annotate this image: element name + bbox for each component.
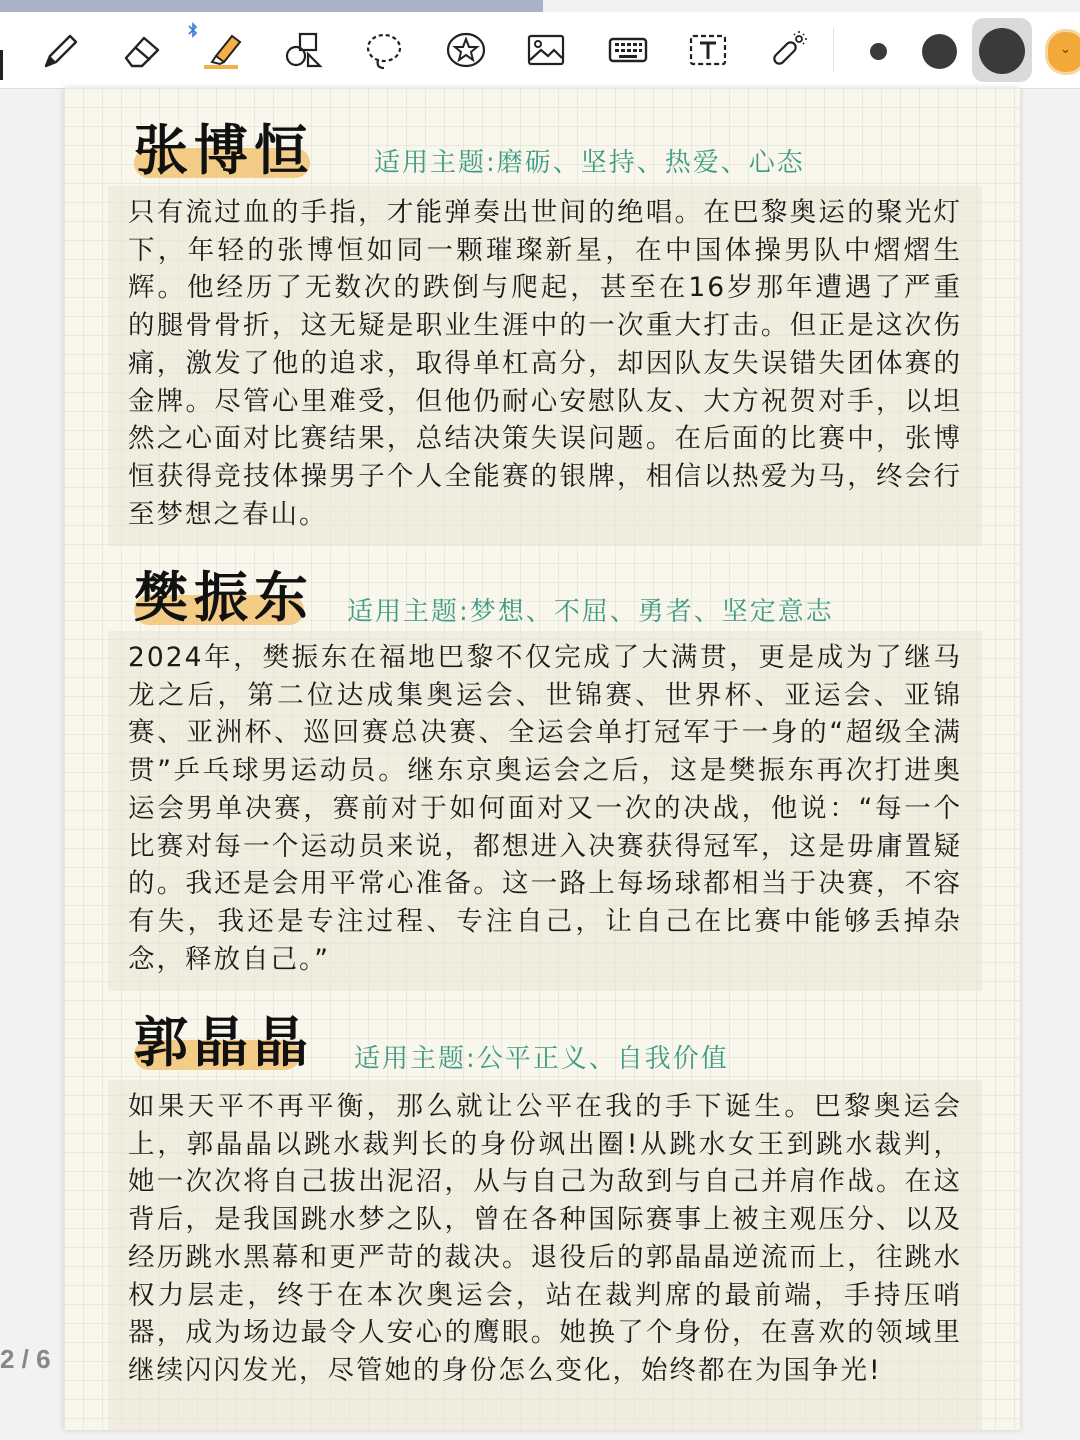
stroke-size-small[interactable]	[870, 43, 887, 60]
eraser-icon	[122, 30, 162, 70]
note-page[interactable]	[64, 88, 1020, 1430]
theme-label: 适用主题:公平正义、自我价值	[354, 1044, 729, 1074]
pen-icon	[40, 30, 80, 70]
name-heading-wrap	[134, 565, 314, 629]
toolbar-left-edge	[0, 50, 3, 80]
name-heading-wrap	[134, 118, 314, 182]
theme-label: 适用主题:磨砺、坚持、热爱、心态	[374, 148, 805, 178]
laser-pointer-icon	[768, 30, 808, 70]
sticker-tool-button[interactable]	[438, 24, 494, 76]
sticker-icon	[446, 30, 486, 70]
keyboard-icon	[608, 30, 648, 70]
paragraph-box	[108, 1080, 982, 1430]
pen-tool-button[interactable]	[32, 24, 88, 76]
eraser-tool-button[interactable]	[114, 24, 170, 76]
top-status-strip	[0, 0, 543, 12]
shapes-tool-button[interactable]	[276, 24, 332, 76]
text-box-tool-button[interactable]	[680, 24, 736, 76]
paragraph-text: 如果天平不再平衡，那么就让公平在我的手下诞生。巴黎奥运会上，郭晶晶以跳水裁判长的身份飒出圈!从跳水女王到跳水裁判，她一次次将自己拔出泥沼，从与自己为敌到与自己并肩作战。在这背后，是我国跳水梦之队，曾在各种国际赛事上被主观压分、以及经历跳水黑幕和更严苛的裁决。退役后的郭晶晶逆流而上，往跳水权力层走，终于在本次奥运会，站在裁判席的最前端，手持压哨器，成为场边最令人安心的鹰眼。她换了个身份，在喜欢的领域里继续闪闪发光，尽管她的身份怎么变化，始终都在为国争光!	[128, 1091, 962, 1386]
paragraph-box	[108, 631, 982, 991]
stroke-size-medium[interactable]	[922, 34, 957, 69]
person-name: 张博恒	[134, 118, 314, 182]
stroke-size-large-selected[interactable]	[972, 18, 1032, 82]
page-counter: 2 / 6	[0, 1344, 51, 1374]
toolbar	[0, 12, 1080, 89]
lasso-icon	[364, 30, 404, 70]
laser-pointer-tool-button[interactable]	[760, 24, 816, 76]
highlighter-tool-button[interactable]	[194, 24, 250, 76]
paragraph-text: 2024年，樊振东在福地巴黎不仅完成了大满贯，更是成为了继马龙之后，第二位达成集奥运会、世锦赛、世界杯、亚运会、亚锦赛、亚洲杯、巡回赛总决赛、全运会单打冠军于一身的“超级全满贯”乒乓球男运动员。继东京奥运会之后，这是樊振东再次打进奥运会男单决赛，赛前对于如何面对又一次的决战，他说：“每一个比赛对每一个运动员来说，都想进入决赛获得冠军，这是毋庸置疑的。我还是会用平常心准备。这一路上每场球都相当于决赛，不容有失，我还是专注过程、专注自己，让自己在比赛中能够丢掉杂念，释放自己。”	[128, 642, 962, 975]
text-box-icon	[688, 30, 728, 70]
keyboard-tool-button[interactable]	[600, 24, 656, 76]
name-heading-wrap	[134, 1010, 314, 1074]
shapes-icon	[284, 30, 324, 70]
person-name: 郭晶晶	[134, 1010, 314, 1074]
image-tool-button[interactable]	[518, 24, 574, 76]
paragraph-text: 只有流过血的手指，才能弹奏出世间的绝唱。在巴黎奥运的聚光灯下，年轻的张博恒如同一颗璀璨新星，在中国体操男队中熠熠生辉。他经历了无数次的跌倒与爬起，甚至在16岁那年遭遇了严重的腿骨骨折，这无疑是职业生涯中的一次重大打击。但正是这次伤痛，激发了他的追求，取得单杠高分，却因队友失误错失团体赛的金牌。尽管心里难受，但他仍耐心安慰队友、大方祝贺对手，以坦然之心面对比赛结果，总结决策失误问题。在后面的比赛中，张博恒获得竞技体操男子个人全能赛的银牌，相信以热爱为马，终会行至梦想之春山。	[128, 197, 962, 530]
bluetooth-icon	[188, 22, 198, 38]
person-name: 樊振东	[134, 565, 314, 629]
highlighter-icon	[202, 30, 242, 70]
toolbar-separator	[833, 28, 834, 72]
color-picker-button[interactable]	[1045, 29, 1080, 75]
lasso-tool-button[interactable]	[356, 24, 412, 76]
paragraph-box	[108, 186, 982, 546]
theme-label: 适用主题:梦想、不屈、勇者、坚定意志	[347, 597, 834, 627]
image-icon	[526, 30, 566, 70]
chevron-down-icon: ⌄	[1060, 42, 1071, 57]
